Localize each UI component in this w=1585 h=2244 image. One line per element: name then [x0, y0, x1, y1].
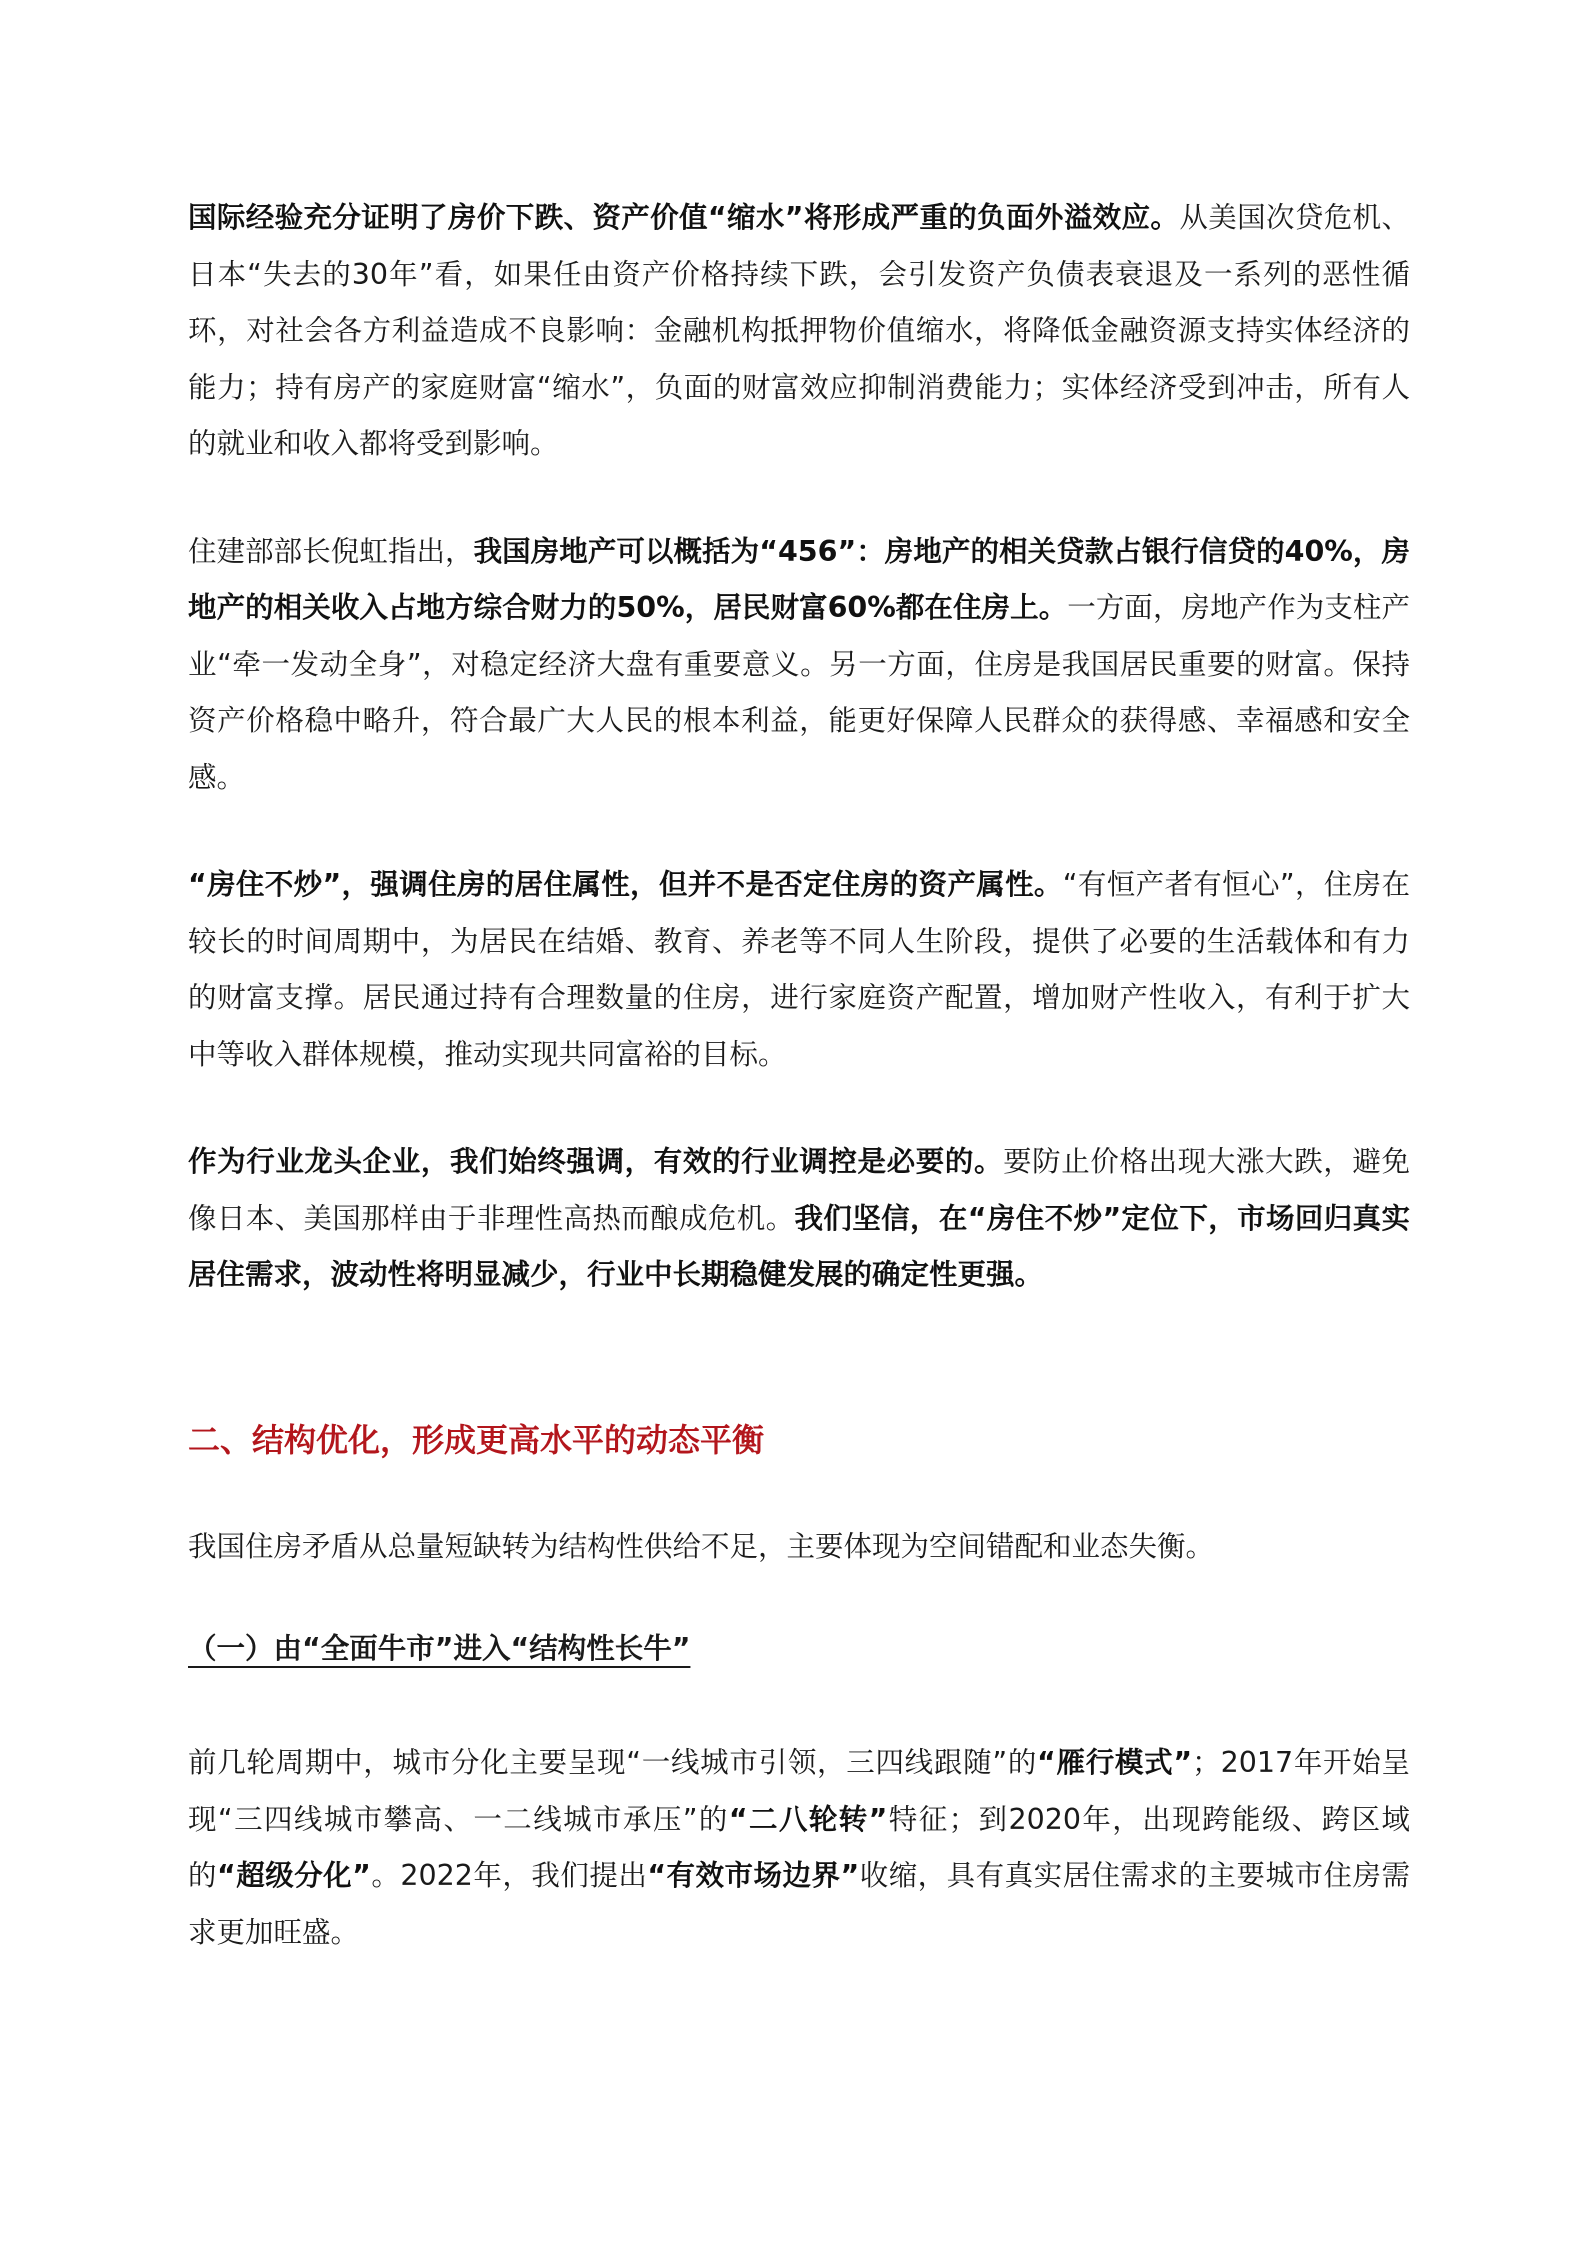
text-run: 收缩，具有真实居住需求的主要城市住房需求更加旺盛。	[188, 1859, 1410, 1949]
text-run: 要防止价格出现大涨大跌，避免像日本、美国那样由于非理性高热而酿成危机。	[188, 1145, 1410, 1235]
bold-text-run: “雁行模式”	[1037, 1746, 1193, 1779]
bold-text-run: 我国房地产可以概括为“456”：房地产的相关贷款占银行信贷的40%，房地产的相关收入占地方综合财力的50%，居民财富60%都在住房上。	[188, 534, 1410, 624]
bold-text-run: 国际经验充分证明了房价下跌、资产价值“缩水”将形成严重的负面外溢效应。	[188, 201, 1180, 234]
bold-text-run: 我们坚信，在“房住不炒”定位下，市场回归真实居住需求，波动性将明显减少，行业中长期稳健发展的确定性更强。	[188, 1201, 1410, 1291]
paragraph-housing-price-spillover	[188, 190, 1410, 473]
text-run: 一方面，房地产作为支柱产业“牵一发动全身”，对稳定经济大盘有重要意义。另一方面，住房是我国居民重要的财富。保持资产价格稳中略升，符合最广大人民的根本利益，能更好保障人民群众的获得感、幸福感和安全感。	[188, 591, 1410, 794]
bold-text-run: “房住不炒”，强调住房的居住属性，但并不是否定住房的资产属性。	[188, 868, 1063, 901]
document-page	[188, 190, 1410, 1961]
paragraph-456-statement	[188, 524, 1410, 807]
bold-text-run: “超级分化”	[217, 1859, 371, 1892]
text-run: 。2022年，我们提出	[370, 1859, 648, 1892]
bold-text-run: “二八轮转”	[728, 1802, 888, 1836]
text-run: 特征；到2020年，出现跨能级、跨区域的	[188, 1802, 1411, 1892]
text-run: 住建部部长倪虹指出，	[188, 534, 474, 568]
paragraph-city-differentiation	[188, 1735, 1410, 1961]
text-run: 前几轮周期中，城市分化主要呈现“一线城市引领，三四线跟随”的	[188, 1746, 1038, 1779]
section-heading: 二、结构优化，形成更高水平的动态平衡	[188, 1420, 765, 1459]
text-run: ；2017年开始呈现“三四线城市攀高、一二线城市承压”的	[188, 1746, 1410, 1836]
bold-text-run: “有效市场边界”	[647, 1859, 860, 1892]
paragraph-housing-not-speculation	[188, 857, 1410, 1083]
text-run: 我国住房矛盾从总量短缺转为结构性供给不足，主要体现为空间错配和业态失衡。	[188, 1529, 1215, 1563]
text-run: “有恒产者有恒心”，住房在较长的时间周期中，为居民在结婚、教育、养老等不同人生阶段，提供了必要的生活载体和有力的财富支撑。居民通过持有合理数量的住房，进行家庭资产配置，增加财产性收入，有利于扩大中等收入群体规模，推动实现共同富裕的目标。	[188, 868, 1410, 1071]
sub-heading	[188, 1621, 1410, 1677]
paragraph-industry-regulation	[188, 1134, 1410, 1304]
sub-heading-text: （一）由“全面牛市”进入“结构性长牛”	[188, 1632, 691, 1665]
paragraph-structural-shortage	[188, 1519, 1410, 1576]
bold-text-run: 作为行业龙头企业，我们始终强调，有效的行业调控是必要的。	[188, 1145, 1004, 1178]
text-run: 从美国次贷危机、日本“失去的30年”看，如果任由资产价格持续下跌，会引发资产负债表衰退及一系列的恶性循环，对社会各方利益造成不良影响：金融机构抵押物价值缩水，将降低金融资源支持实体经济的能力；持有房产的家庭财富“缩水”，负面的财富效应抑制消费能力；实体经济受到冲击，所有人的就业和收入都将受到影响。	[188, 201, 1410, 460]
